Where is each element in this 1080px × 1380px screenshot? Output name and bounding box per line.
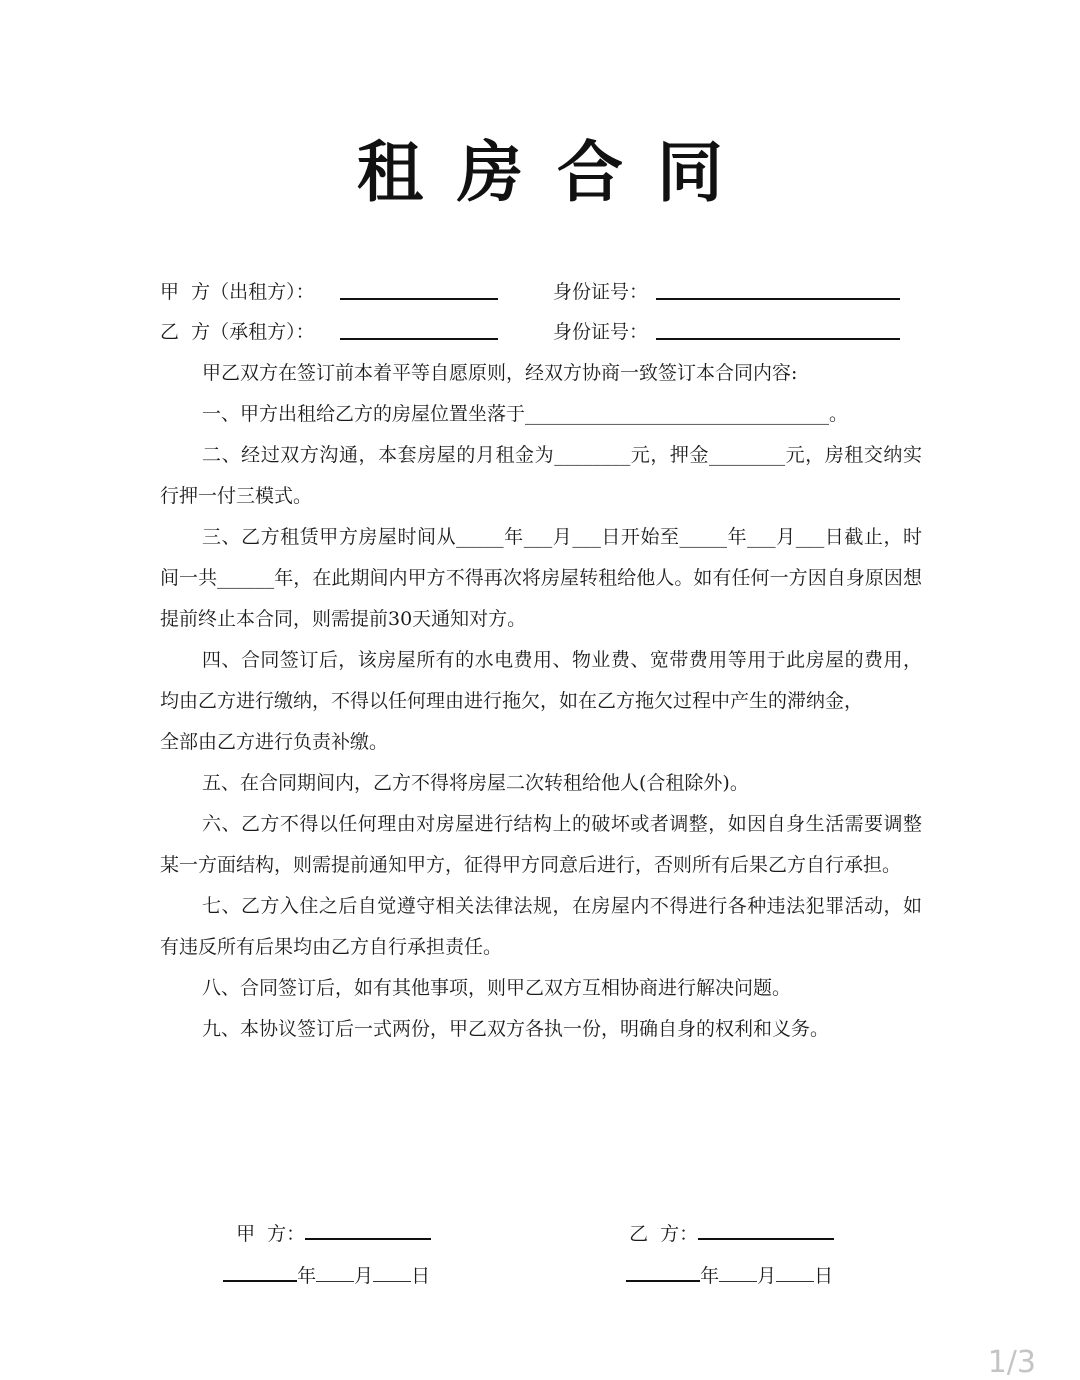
document-title: 租房合同 <box>357 134 757 211</box>
date-party-b <box>614 1222 833 1294</box>
date-a-day-blank <box>373 1281 411 1282</box>
date-a-year-blank <box>223 1280 297 1282</box>
party-b-name-blank <box>340 338 498 340</box>
date-a-day-label: 日 <box>411 1265 431 1287</box>
party-b-label: 乙 方（承租方）： <box>160 321 315 343</box>
clause-intro: 甲乙双方在签订前本着平等自愿原则，经双方协商一致签订本合同内容: <box>202 362 798 384</box>
clause-2: 二、经过双方沟通，本套房屋的月租金为________元，押金________元，房租交纳实行押一付三模式。 <box>160 444 922 507</box>
date-b-month-blank <box>719 1281 757 1282</box>
clause-1: 一、甲方出租给乙方的房屋位置坐落于________________________________。 <box>202 403 849 425</box>
clause-5: 五、在合同期间内，乙方不得将房屋二次转租给他人(合租除外)。 <box>202 772 749 794</box>
date-a-month-blank <box>316 1281 354 1282</box>
clause-8: 八、合同签订后，如有其他事项，则甲乙双方互相协商进行解决问题。 <box>202 977 792 999</box>
party-b-id-label: 身份证号： <box>553 321 649 343</box>
clause-6: 六、乙方不得以任何理由对房屋进行结构上的破坏或者调整，如因自身生活需要调整某一方面结构，则需提前通知甲方，征得甲方同意后进行，否则所有后果乙方自行承担。 <box>160 813 922 876</box>
date-b-day-label: 日 <box>814 1265 834 1287</box>
signature-party-b-label: 乙 方： <box>629 1223 699 1245</box>
party-b-id-blank <box>656 338 900 340</box>
party-a-id-label: 身份证号： <box>553 281 649 303</box>
date-a-month-label: 月 <box>354 1265 374 1287</box>
party-a-name-blank <box>340 298 498 300</box>
date-b-month-label: 月 <box>757 1265 777 1287</box>
party-a-row <box>160 274 920 310</box>
clause-9: 九、本协议签订后一式两份，甲乙双方各执一份，明确自身的权利和义务。 <box>202 1018 830 1040</box>
party-a-id-blank <box>656 298 900 300</box>
clause-7: 七、乙方入住之后自觉遵守相关法律法规，在房屋内不得进行各种违法犯罪活动，如有违反所有后果均由乙方自行承担责任。 <box>160 895 922 958</box>
contract-body <box>160 353 922 1050</box>
date-b-year-label: 年 <box>700 1265 720 1287</box>
clause-4: 四、合同签订后，该房屋所有的水电费用、物业费、宽带费用等用于此房屋的费用，均由乙方进行缴纳，不得以任何理由进行拖欠，如在乙方拖欠过程中产生的滞纳金， <box>160 649 922 712</box>
clause-3: 三、乙方租赁甲方房屋时间从_____年___月___日开始至_____年___月___日截止，时间一共______年，在此期间内甲方不得再次将房屋转租给他人。如有任何一方因自身原因想提前终止本合同，则需提前30天通知对方。 <box>160 526 922 630</box>
party-b-row <box>160 314 920 350</box>
clause-4-continued: 全部由乙方进行负责补缴。 <box>160 731 389 753</box>
date-b-day-blank <box>776 1281 814 1282</box>
signature-party-a-label: 甲 方： <box>236 1223 306 1245</box>
page-indicator: 1/3 <box>987 1345 1036 1380</box>
date-a-year-label: 年 <box>297 1265 317 1287</box>
party-a-label: 甲 方（出租方）： <box>160 281 315 303</box>
date-party-a <box>211 1222 430 1294</box>
date-b-year-blank <box>626 1280 700 1282</box>
